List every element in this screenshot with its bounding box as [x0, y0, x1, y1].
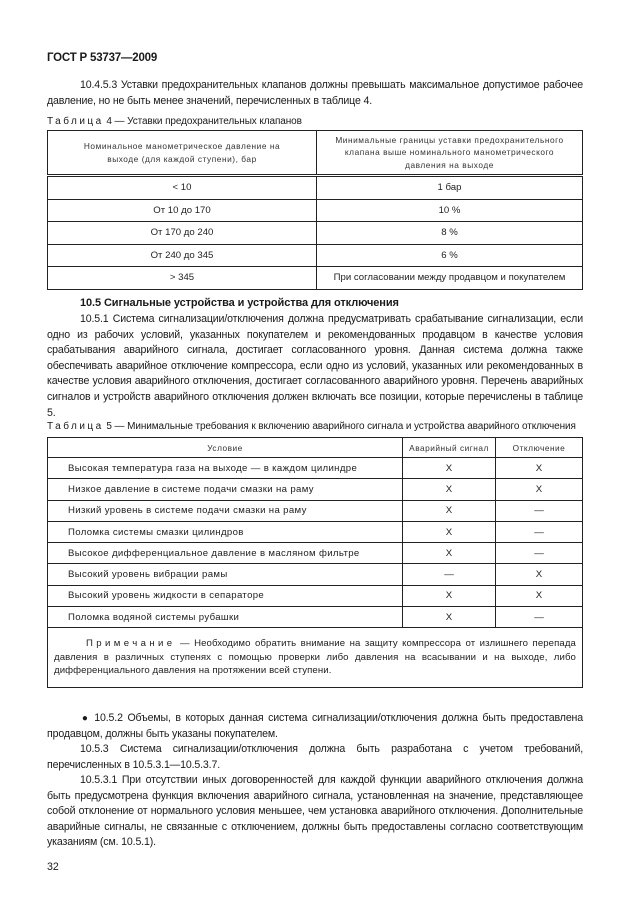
cell-condition: Высокий уровень вибрации рамы	[48, 564, 403, 585]
cell-limit: 6 %	[317, 244, 583, 267]
column-header-alarm: Аварийный сигнал	[403, 438, 496, 458]
header-text: Номинальное манометрическое давление на выходе (для каждой ступени), бар	[83, 141, 281, 164]
table-row	[48, 244, 583, 267]
table-header-row	[48, 131, 583, 176]
paragraph-text: 10.5.1 Система сигнализации/отключения должна предусматривать срабатывание сигнализации, если одно из рабочих условий, указанных покупателем и рекомендованных продавцом в качестве условия срабатывания аварийного сигнала, достигает согласованного уровня. Данная система должна также обеспечивать аварийное отключение компрессора, если одно из условий, указанных или рекомендованных в качестве условия аварийного отключения, достигает согласованного аварийного уровня. Перечень аварийных сигналов и устройств аварийного отключения должен включать все позиции, которые перечислены в таблице 5.	[47, 313, 583, 419]
cell-alarm: X	[403, 479, 496, 500]
cell-pressure: > 345	[48, 267, 317, 290]
cell-alarm: X	[403, 543, 496, 564]
cell-limit: При согласовании между продавцом и покупателем	[317, 267, 583, 290]
table-row	[48, 222, 583, 245]
cell-shutdown: —	[496, 500, 583, 521]
caption-label: Таблица	[47, 421, 104, 432]
paragraph-text: 10.4.5.3 Уставки предохранительных клапанов должны превышать максимальное допустимое рабочее давление, но не быть менее значений, перечисленных в таблице 4.	[47, 79, 583, 107]
paragraph-text: 10.5.3 Система сигнализации/отключения должна быть разработана с учетом требований, перечисленных в 10.5.3.1—10.5.3.7.	[47, 743, 583, 771]
column-header-pressure	[48, 131, 317, 176]
table-row	[48, 267, 583, 290]
table-header-row	[48, 438, 583, 458]
table-row	[48, 199, 583, 222]
cell-alarm: X	[403, 458, 496, 479]
cell-condition: Высокое дифференциальное давление в масляном фильтре	[48, 543, 403, 564]
table-row	[48, 458, 583, 479]
cell-shutdown: —	[496, 543, 583, 564]
page-number: 32	[47, 861, 59, 873]
cell-shutdown: —	[496, 607, 583, 628]
paragraph-10-5-2	[47, 711, 583, 742]
cell-limit: 10 %	[317, 199, 583, 222]
cell-alarm: X	[403, 585, 496, 606]
cell-alarm: X	[403, 500, 496, 521]
paragraph-text: 10.5.3.1 При отсутствии иных договоренностей для каждой функции аварийного отключения должна быть предусмотрена функция включения аварийного сигнала, установленная на значение, представляющее собой отклонение от нормального условия меньшее, чем установка аварийного отключения. Дополнительные аварийные сигналы, не связанные с отключением, должны быть предоставлены согласно соответствующим указаниям (см. 10.5.1).	[47, 774, 583, 849]
table-row	[48, 500, 583, 521]
cell-condition: Низкий уровень в системе подачи смазки на раму	[48, 500, 403, 521]
cell-limit: 8 %	[317, 222, 583, 245]
standard-header: ГОСТ Р 53737—2009	[47, 52, 158, 64]
table-note	[48, 628, 583, 688]
cell-shutdown: —	[496, 521, 583, 542]
table-5-alarm-shutdown-requirements	[47, 437, 583, 688]
table-row	[48, 521, 583, 542]
cell-shutdown: X	[496, 564, 583, 585]
table-row	[48, 479, 583, 500]
cell-condition: Высокая температура газа на выходе — в каждом цилиндре	[48, 458, 403, 479]
paragraph-10-4-5-3	[47, 78, 583, 109]
note-label: Примечание	[86, 638, 176, 650]
cell-pressure: < 10	[48, 176, 317, 200]
table-row	[48, 607, 583, 628]
paragraph-10-5-1	[47, 312, 583, 421]
table-row	[48, 176, 583, 200]
caption-text: 5 — Минимальные требования к включению аварийного сигнала и устройства аварийного отключения	[106, 421, 576, 432]
cell-pressure: От 240 до 345	[48, 244, 317, 267]
cell-condition: Низкое давление в системе подачи смазки на раму	[48, 479, 403, 500]
cell-shutdown: X	[496, 585, 583, 606]
table4-caption	[47, 116, 302, 127]
table-note-row	[48, 628, 583, 688]
cell-pressure: От 170 до 240	[48, 222, 317, 245]
table-4-safety-valve-settings	[47, 130, 583, 290]
table-row	[48, 564, 583, 585]
paragraph-10-5-3-1	[47, 773, 583, 851]
table-row	[48, 543, 583, 564]
cell-condition: Высокий уровень жидкости в сепараторе	[48, 585, 403, 606]
note-text: — Необходимо обратить внимание на защиту компрессора от излишнего перепада давления в различных ступенях с помощью проверки либо давления на всасывании и на выходе, либо дифференциального давления на протяжении всей ступени.	[54, 638, 576, 677]
column-header-condition: Условие	[48, 438, 403, 458]
paragraph-10-5-3	[47, 742, 583, 773]
cell-pressure: От 10 до 170	[48, 199, 317, 222]
caption-text: 4 — Уставки предохранительных клапанов	[106, 116, 302, 127]
section-title-10-5: 10.5 Сигнальные устройства и устройства для отключения	[80, 297, 399, 309]
table-row	[48, 585, 583, 606]
column-header-shutdown: Отключение	[496, 438, 583, 458]
cell-limit: 1 бар	[317, 176, 583, 200]
cell-shutdown: X	[496, 458, 583, 479]
cell-condition: Поломка водяной системы рубашки	[48, 607, 403, 628]
header-text: Минимальные границы уставки предохранительного клапана выше номинального манометрического давления на выходе	[335, 134, 564, 170]
cell-shutdown: X	[496, 479, 583, 500]
cell-condition: Поломка системы смазки цилиндров	[48, 521, 403, 542]
cell-alarm: X	[403, 521, 496, 542]
bullet-icon: ●	[80, 713, 90, 724]
cell-alarm: —	[403, 564, 496, 585]
caption-label: Таблица	[47, 116, 104, 127]
cell-alarm: X	[403, 607, 496, 628]
column-header-min-limits	[317, 131, 583, 176]
table5-caption	[47, 421, 576, 432]
paragraph-text: 10.5.2 Объемы, в которых данная система сигнализации/отключения должна быть предоставлена продавцом, должны быть указаны покупателем.	[47, 712, 584, 740]
